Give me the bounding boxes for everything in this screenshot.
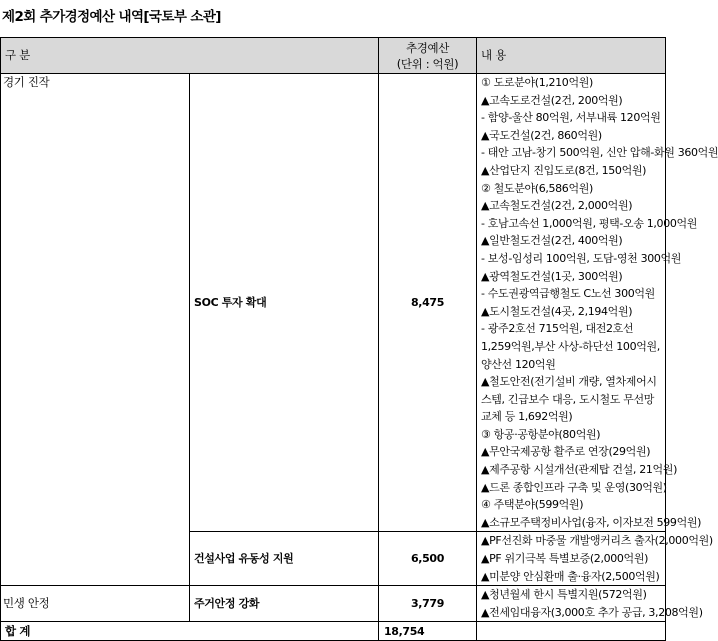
content-line: ▲국도건설(2건, 860억원): [481, 128, 602, 142]
amount-cell: 3,779: [379, 586, 477, 622]
total-amount: 18,754: [379, 622, 477, 641]
budget-table: [0, 37, 718, 641]
content-line: ▲산업단지 진입도로(8건, 150억원): [481, 163, 647, 177]
content-line: ▲전세임대융자(3,000호 추가 공급, 3,208억원): [481, 605, 703, 619]
content-line: ② 철도분야(6,586억원): [481, 181, 593, 195]
header-content: 내 용: [477, 38, 666, 74]
content-line: ▲PF선진화 마중물 개발앵커리츠 출자(2,000억원): [481, 534, 713, 548]
total-label: 합 계: [1, 622, 379, 641]
content-cell: [477, 532, 713, 586]
total-content: [477, 622, 666, 641]
content-line: - 광주2호선 715억원, 대전2호선 1,259억원,부산 사상-하단선 100억원, 양산선 120억원: [481, 322, 660, 371]
content-line: ▲청년월세 한시 특별지원(572억원): [481, 588, 647, 602]
content-line: ▲일반철도건설(2건, 400억원): [481, 234, 623, 248]
content-line: - 호남고속선 1,000억원, 평택-오송 1,000억원: [481, 216, 698, 230]
content-line: - 태안 고남-창기 500억원, 신안 압해-화원 360억원: [481, 146, 718, 160]
content-line: - 수도권광역급행철도 C노선 300억원: [481, 287, 655, 301]
content-line: ▲고속철도건설(2건, 2,000억원): [481, 199, 633, 213]
total-row: [1, 622, 666, 641]
header-budget: 추경예산 (단위 : 억원): [379, 38, 477, 74]
content-line: ▲무안국제공항 활주로 연장(29억원): [481, 445, 651, 459]
content-line: ▲미분양 안심환매 출·융자(2,500억원): [481, 569, 660, 583]
amount-cell: 6,500: [379, 532, 477, 586]
content-line: ④ 주택분야(599억원): [481, 498, 584, 512]
content-line: ▲PF 위기극복 특별보증(2,000억원): [481, 552, 649, 566]
item-cell: SOC 투자 확대: [190, 74, 379, 532]
table-row: [1, 586, 666, 622]
content-cell: [477, 586, 703, 622]
content-line: ③ 항공·공항분야(80억원): [481, 427, 601, 441]
content-line: ▲드론 종합인프라 구축 및 운영(30억원): [481, 480, 667, 494]
content-cell: [477, 74, 718, 532]
content-line: ▲제주공항 시설개선(관제탑 건설, 21억원): [481, 463, 678, 477]
item-cell: 건설사업 유동성 지원: [190, 532, 379, 586]
table-header-row: [1, 38, 666, 74]
content-line: ▲소규모주택정비사업(융자, 이자보전 599억원): [481, 515, 702, 529]
content-line: ▲광역철도건설(1곳, 300억원): [481, 269, 623, 283]
group-cell: 경기 진작: [1, 74, 190, 586]
content-line: ▲도시철도건설(4곳, 2,194억원): [481, 304, 633, 318]
item-cell: 주거안정 강화: [190, 586, 379, 622]
group-cell: 민생 안정: [1, 586, 190, 622]
amount-cell: 8,475: [379, 74, 477, 532]
content-line: - 보성-임성리 100억원, 도담-영천 300억원: [481, 251, 682, 265]
content-line: ▲철도안전(전기설비 개량, 열차제어시스템, 긴급보수 대응, 도시철도 무선망 교체 등 1,692억원): [481, 375, 657, 424]
content-line: ▲고속도로건설(2건, 200억원): [481, 93, 623, 107]
content-line: - 함양-울산 80억원, 서부내륙 120억원: [481, 111, 661, 125]
document-title: 제2회 추가경정예산 내역[국토부 소관]: [2, 9, 221, 25]
header-category: 구 분: [1, 38, 379, 74]
table-row: [1, 74, 666, 532]
content-line: ① 도로분야(1,210억원): [481, 76, 593, 89]
